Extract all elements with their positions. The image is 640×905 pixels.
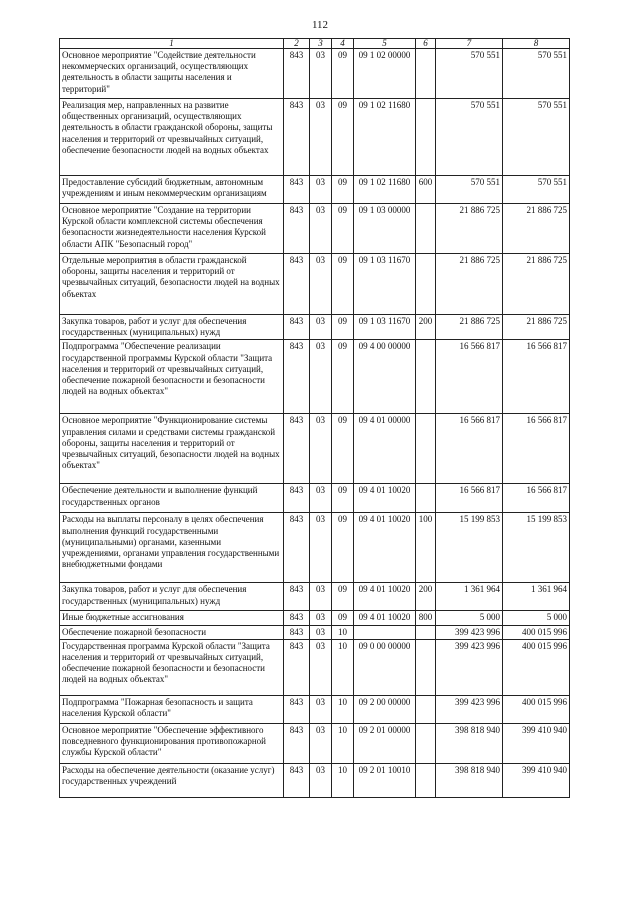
row-type: 200 — [416, 583, 436, 611]
table-row — [60, 204, 570, 254]
row-subsection: 09 — [332, 204, 354, 254]
row-type — [416, 625, 436, 639]
row-name: Подпрограмма "Обеспечение реализации государственной программы Курской области "Защита населения и территорий от чрезвычайных ситуаций, обеспечение пожарной безопасности и безопасности людей на водных объектах" — [60, 340, 284, 414]
row-code: 843 — [284, 204, 310, 254]
column-header: 8 — [503, 39, 570, 49]
row-subsection: 09 — [332, 583, 354, 611]
row-subsection: 09 — [332, 513, 354, 583]
row-subsection: 09 — [332, 340, 354, 414]
row-subsection: 10 — [332, 763, 354, 797]
row-code: 843 — [284, 414, 310, 484]
table-row — [60, 513, 570, 583]
row-amount2: 16 566 817 — [503, 484, 570, 513]
row-target: 09 1 03 11670 — [354, 254, 416, 315]
row-code: 843 — [284, 513, 310, 583]
row-type — [416, 49, 436, 99]
row-section: 03 — [310, 204, 332, 254]
row-amount2: 400 015 996 — [503, 695, 570, 723]
row-code: 843 — [284, 49, 310, 99]
row-section: 03 — [310, 340, 332, 414]
row-amount1: 398 818 940 — [436, 763, 503, 797]
row-amount1: 16 566 817 — [436, 484, 503, 513]
row-target: 09 4 01 10020 — [354, 611, 416, 625]
row-amount2: 400 015 996 — [503, 639, 570, 695]
row-amount1: 5 000 — [436, 611, 503, 625]
row-name: Государственная программа Курской области "Защита населения и территорий от чрезвычайных ситуаций, обеспечение пожарной безопасности и безопасности людей на водных объектах" — [60, 639, 284, 695]
row-target: 09 1 02 11680 — [354, 99, 416, 176]
row-code: 843 — [284, 611, 310, 625]
row-amount2: 16 566 817 — [503, 414, 570, 484]
row-name: Основное мероприятие "Содействие деятельности некоммерческих организаций, осуществляющих деятельность в области защиты населения и территорий" — [60, 49, 284, 99]
row-name: Обеспечение пожарной безопасности — [60, 625, 284, 639]
row-name: Закупка товаров, работ и услуг для обеспечения государственных (муниципальных) нужд — [60, 315, 284, 340]
row-section: 03 — [310, 254, 332, 315]
row-section: 03 — [310, 414, 332, 484]
row-amount2: 570 551 — [503, 49, 570, 99]
column-header: 4 — [332, 39, 354, 49]
row-section: 03 — [310, 763, 332, 797]
row-amount1: 21 886 725 — [436, 204, 503, 254]
table-row — [60, 484, 570, 513]
row-target: 09 4 01 00000 — [354, 414, 416, 484]
row-name: Отдельные мероприятия в области гражданской обороны, защиты населения и территорий от чрезвычайных ситуаций, безопасности людей на водных объектах — [60, 254, 284, 315]
row-type: 600 — [416, 176, 436, 204]
row-name: Закупка товаров, работ и услуг для обеспечения государственных (муниципальных) нужд — [60, 583, 284, 611]
row-section: 03 — [310, 49, 332, 99]
row-target: 09 0 00 00000 — [354, 639, 416, 695]
column-header: 5 — [354, 39, 416, 49]
row-type — [416, 763, 436, 797]
row-type — [416, 695, 436, 723]
row-type — [416, 340, 436, 414]
row-name: Обеспечение деятельности и выполнение функций государственных органов — [60, 484, 284, 513]
row-amount1: 399 423 996 — [436, 625, 503, 639]
row-subsection: 10 — [332, 695, 354, 723]
row-code: 843 — [284, 583, 310, 611]
row-section: 03 — [310, 99, 332, 176]
row-amount2: 21 886 725 — [503, 204, 570, 254]
row-amount2: 5 000 — [503, 611, 570, 625]
row-amount1: 570 551 — [436, 176, 503, 204]
row-amount2: 570 551 — [503, 99, 570, 176]
row-amount1: 1 361 964 — [436, 583, 503, 611]
row-subsection: 09 — [332, 484, 354, 513]
row-code: 843 — [284, 340, 310, 414]
row-code: 843 — [284, 695, 310, 723]
row-name: Предоставление субсидий бюджетным, автономным учреждениям и иным некоммерческим организациям — [60, 176, 284, 204]
column-header: 2 — [284, 39, 310, 49]
row-section: 03 — [310, 484, 332, 513]
row-name: Основное мероприятие "Функционирование системы управления силами и средствами системы гражданской обороны, защиты населения и территорий от чрезвычайных ситуаций, безопасности людей на водных объектах" — [60, 414, 284, 484]
row-section: 03 — [310, 611, 332, 625]
row-subsection: 09 — [332, 414, 354, 484]
row-section: 03 — [310, 625, 332, 639]
row-amount2: 399 410 940 — [503, 723, 570, 763]
row-name: Расходы на обеспечение деятельности (оказание услуг) государственных учреждений — [60, 763, 284, 797]
row-amount2: 1 361 964 — [503, 583, 570, 611]
budget-table — [59, 38, 570, 798]
column-header: 7 — [436, 39, 503, 49]
row-type — [416, 484, 436, 513]
row-code: 843 — [284, 639, 310, 695]
row-name: Основное мероприятие "Обеспечение эффективного повседневного функционирования противопожарной службы Курской области" — [60, 723, 284, 763]
row-code: 843 — [284, 484, 310, 513]
row-code: 843 — [284, 625, 310, 639]
table-row — [60, 763, 570, 797]
row-section: 03 — [310, 315, 332, 340]
row-subsection: 10 — [332, 625, 354, 639]
row-amount2: 21 886 725 — [503, 315, 570, 340]
row-type: 100 — [416, 513, 436, 583]
row-type — [416, 254, 436, 315]
row-type — [416, 723, 436, 763]
row-amount2: 16 566 817 — [503, 340, 570, 414]
row-target: 09 2 00 00000 — [354, 695, 416, 723]
row-target: 09 4 01 10020 — [354, 583, 416, 611]
column-header: 6 — [416, 39, 436, 49]
row-subsection: 09 — [332, 315, 354, 340]
table-row — [60, 639, 570, 695]
row-section: 03 — [310, 723, 332, 763]
row-subsection: 09 — [332, 611, 354, 625]
row-subsection: 10 — [332, 639, 354, 695]
row-subsection: 09 — [332, 176, 354, 204]
row-name: Иные бюджетные ассигнования — [60, 611, 284, 625]
table-row — [60, 611, 570, 625]
row-target: 09 1 02 00000 — [354, 49, 416, 99]
header-row — [60, 39, 570, 49]
table-row — [60, 176, 570, 204]
column-header: 1 — [60, 39, 284, 49]
row-target — [354, 625, 416, 639]
table-row — [60, 254, 570, 315]
table-row — [60, 99, 570, 176]
row-target: 09 1 02 11680 — [354, 176, 416, 204]
table-row — [60, 340, 570, 414]
table-row — [60, 695, 570, 723]
row-amount2: 15 199 853 — [503, 513, 570, 583]
row-type — [416, 204, 436, 254]
page-number: 112 — [311, 19, 329, 31]
row-amount1: 399 423 996 — [436, 639, 503, 695]
row-target: 09 2 01 10010 — [354, 763, 416, 797]
row-amount1: 16 566 817 — [436, 340, 503, 414]
row-target: 09 2 01 00000 — [354, 723, 416, 763]
row-subsection: 09 — [332, 49, 354, 99]
table-row — [60, 625, 570, 639]
row-amount1: 399 423 996 — [436, 695, 503, 723]
row-section: 03 — [310, 513, 332, 583]
row-amount1: 570 551 — [436, 99, 503, 176]
row-code: 843 — [284, 99, 310, 176]
row-amount1: 21 886 725 — [436, 315, 503, 340]
row-name: Реализация мер, направленных на развитие общественных организаций, осуществляющих деятельность в области гражданской обороны, защиты населения и территорий от чрезвычайных ситуаций, обеспечение безопасности людей на водных объектах — [60, 99, 284, 176]
row-target: 09 4 01 10020 — [354, 513, 416, 583]
row-amount1: 16 566 817 — [436, 414, 503, 484]
row-type — [416, 414, 436, 484]
row-type — [416, 99, 436, 176]
table-row — [60, 583, 570, 611]
row-target: 09 1 03 11670 — [354, 315, 416, 340]
column-header: 3 — [310, 39, 332, 49]
row-amount1: 570 551 — [436, 49, 503, 99]
row-amount2: 400 015 996 — [503, 625, 570, 639]
row-amount1: 15 199 853 — [436, 513, 503, 583]
row-subsection: 09 — [332, 254, 354, 315]
row-target: 09 4 00 00000 — [354, 340, 416, 414]
row-type: 800 — [416, 611, 436, 625]
row-section: 03 — [310, 639, 332, 695]
table-row — [60, 315, 570, 340]
row-code: 843 — [284, 176, 310, 204]
row-amount2: 570 551 — [503, 176, 570, 204]
row-target: 09 4 01 10020 — [354, 484, 416, 513]
row-amount1: 21 886 725 — [436, 254, 503, 315]
row-subsection: 10 — [332, 723, 354, 763]
row-code: 843 — [284, 763, 310, 797]
table-row — [60, 414, 570, 484]
row-name: Основное мероприятие "Создание на территории Курской области комплексной системы обеспечения безопасности жизнедеятельности населения Курской области АПК "Безопасный город" — [60, 204, 284, 254]
row-type: 200 — [416, 315, 436, 340]
row-name: Подпрограмма "Пожарная безопасность и защита населения Курской области" — [60, 695, 284, 723]
row-amount2: 21 886 725 — [503, 254, 570, 315]
row-amount1: 398 818 940 — [436, 723, 503, 763]
row-type — [416, 639, 436, 695]
row-subsection: 09 — [332, 99, 354, 176]
row-code: 843 — [284, 723, 310, 763]
table-row — [60, 49, 570, 99]
table-row — [60, 723, 570, 763]
row-amount2: 399 410 940 — [503, 763, 570, 797]
row-target: 09 1 03 00000 — [354, 204, 416, 254]
row-section: 03 — [310, 583, 332, 611]
row-section: 03 — [310, 176, 332, 204]
row-code: 843 — [284, 315, 310, 340]
row-section: 03 — [310, 695, 332, 723]
row-code: 843 — [284, 254, 310, 315]
row-name: Расходы на выплаты персоналу в целях обеспечения выполнения функций государственными (муниципальными) органами, казенными учреждениями, органами управления государственными внебюджетными фондами — [60, 513, 284, 583]
